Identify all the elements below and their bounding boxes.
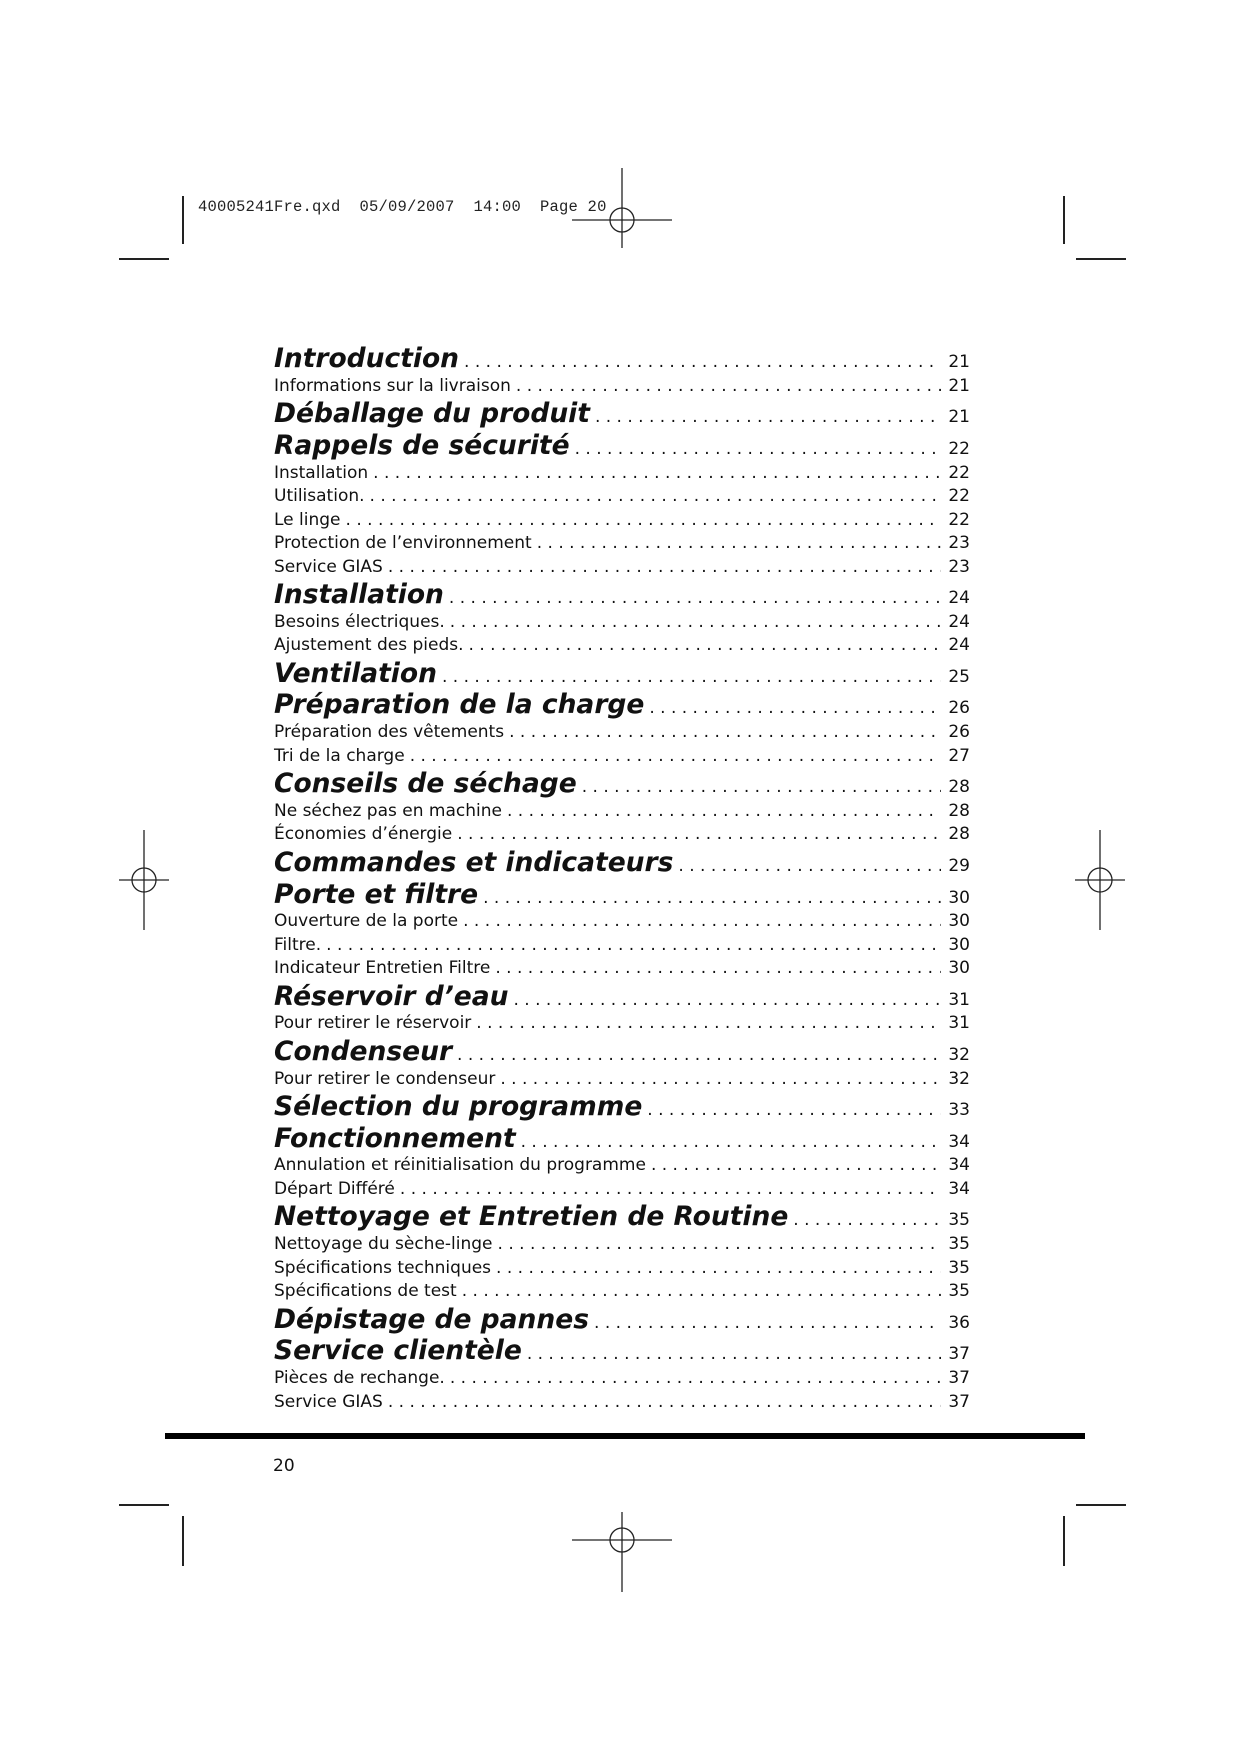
- toc-heading: [274, 1304, 970, 1336]
- toc-label: Pour retirer le condenseur: [274, 1068, 496, 1089]
- toc-subentry: [274, 556, 970, 580]
- toc-heading: [274, 398, 970, 430]
- toc-label: Économies d’énergie: [274, 824, 453, 845]
- dot-leader: [388, 556, 941, 580]
- toc-heading: [274, 430, 970, 462]
- toc-page-number: 21: [948, 375, 970, 396]
- toc-label: Départ Différé: [274, 1178, 395, 1199]
- toc-page-number: 28: [948, 800, 970, 821]
- toc-page-number: 25: [948, 666, 970, 687]
- dot-leader: [469, 634, 941, 658]
- toc-page-number: 37: [948, 1391, 970, 1412]
- toc-heading: [274, 1123, 970, 1155]
- toc-page-number: 24: [948, 588, 970, 609]
- dot-leader: [509, 721, 941, 745]
- dot-leader: [647, 1095, 941, 1127]
- toc-heading: [274, 689, 970, 721]
- toc-page-number: 23: [948, 556, 970, 577]
- toc-subentry: [274, 745, 970, 769]
- dot-leader: [346, 509, 941, 533]
- toc-page-number: 31: [948, 989, 970, 1010]
- toc-page-number: 28: [948, 777, 970, 798]
- dot-leader: [463, 910, 941, 934]
- dot-leader: [496, 1257, 941, 1281]
- toc-page-number: 34: [948, 1178, 970, 1199]
- dot-leader: [498, 1233, 941, 1257]
- toc-label: Commandes et indicateurs: [274, 846, 674, 878]
- dot-leader: [594, 1308, 941, 1340]
- registration-mark-left: [94, 830, 194, 930]
- dot-leader: [495, 957, 941, 981]
- toc-page-number: 35: [948, 1234, 970, 1255]
- toc-label: Conseils de séchage: [274, 768, 577, 800]
- toc-page-number: 30: [948, 934, 970, 955]
- toc-label: Installation: [274, 579, 444, 611]
- toc-label: Ouverture de la porte: [274, 911, 459, 932]
- toc-label: Fonctionnement: [274, 1122, 516, 1154]
- toc-page-number: 35: [948, 1257, 970, 1278]
- toc-subentry: [274, 462, 970, 486]
- toc-page-number: 33: [948, 1100, 970, 1121]
- registration-mark-bottom: [572, 1492, 672, 1592]
- toc-label: Service GIAS: [274, 1391, 383, 1412]
- toc-label: Introduction: [274, 343, 460, 374]
- toc-heading: [274, 658, 970, 690]
- toc-label: Pièces de rechange.: [274, 1368, 445, 1388]
- dot-leader: [388, 1391, 941, 1415]
- toc-label: Ne séchez pas en machine: [274, 800, 502, 821]
- toc-label: Spécifications techniques: [274, 1257, 492, 1278]
- toc-subentry: [274, 1233, 970, 1257]
- toc-label: Filtre.: [274, 934, 322, 955]
- toc-subentry: [274, 611, 970, 635]
- toc-page-number: 30: [948, 911, 970, 932]
- toc-subentry: [274, 634, 970, 658]
- page-number: 20: [273, 1456, 295, 1476]
- crop-mark-top-left-h: [119, 258, 169, 260]
- toc-heading: [274, 1091, 970, 1123]
- toc-subentry: [274, 532, 970, 556]
- toc-subentry: [274, 1367, 970, 1391]
- footer-rule: [165, 1433, 1085, 1439]
- dot-leader: [595, 402, 941, 434]
- toc-page-number: 22: [948, 509, 970, 530]
- toc-subentry: [274, 1012, 970, 1036]
- toc-page-number: 22: [948, 462, 970, 483]
- dot-leader: [516, 375, 941, 399]
- dot-leader: [678, 851, 941, 883]
- toc-label: Annulation et réinitialisation du programme: [274, 1155, 646, 1176]
- toc-page-number: 23: [948, 533, 970, 554]
- toc-page-number: 34: [948, 1155, 970, 1176]
- toc-subentry: [274, 823, 970, 847]
- toc-label: Nettoyage et Entretien de Routine: [274, 1201, 789, 1233]
- toc-label: Sélection du programme: [274, 1091, 643, 1123]
- dot-leader: [450, 611, 941, 635]
- crop-mark-bottom-right-h: [1076, 1504, 1126, 1506]
- toc-label: Service clientèle: [274, 1335, 522, 1367]
- toc-subentry: [274, 1280, 970, 1304]
- dot-leader: [476, 1012, 941, 1036]
- dot-leader: [450, 1367, 941, 1391]
- toc-label: Besoins électriques.: [274, 611, 445, 632]
- toc-page-number: 30: [948, 887, 970, 908]
- toc-heading: [274, 1201, 970, 1233]
- crop-mark-bottom-left-h: [119, 1504, 169, 1506]
- toc-label: Installation: [274, 462, 369, 483]
- dot-leader: [373, 462, 941, 486]
- toc-label: Le linge: [274, 509, 341, 530]
- toc-label: Déballage du produit: [274, 398, 590, 430]
- toc-subentry: [274, 1178, 970, 1202]
- dot-leader: [370, 485, 941, 509]
- toc-label: Préparation des vêtements: [274, 722, 505, 743]
- toc-subentry: [274, 1154, 970, 1178]
- toc-label: Indicateur Entretien Filtre: [274, 958, 491, 979]
- crop-mark-top-right-v: [1063, 196, 1065, 244]
- toc-label: Préparation de la charge: [274, 689, 645, 721]
- toc-heading: [274, 1036, 970, 1068]
- toc-heading: [274, 579, 970, 611]
- toc-label: Rappels de sécurité: [274, 429, 570, 461]
- toc-page-number: 35: [948, 1281, 970, 1302]
- registration-mark-top: [572, 168, 672, 268]
- toc-page-number: 32: [948, 1068, 970, 1089]
- table-of-contents: [274, 343, 970, 1414]
- toc-page-number: 32: [948, 1044, 970, 1065]
- toc-label: Réservoir d’eau: [274, 980, 509, 1012]
- toc-page-number: 30: [948, 958, 970, 979]
- toc-page-number: 36: [948, 1312, 970, 1333]
- dot-leader: [457, 823, 941, 847]
- toc-subentry: [274, 1068, 970, 1092]
- crop-mark-bottom-left-v: [182, 1516, 184, 1566]
- toc-label: Spécifications de test: [274, 1281, 457, 1302]
- toc-label: Informations sur la livraison: [274, 375, 511, 396]
- toc-subentry: [274, 485, 970, 509]
- dot-leader: [410, 745, 941, 769]
- toc-label: Utilisation.: [274, 486, 365, 507]
- dot-leader: [537, 532, 941, 556]
- toc-label: Service GIAS: [274, 556, 383, 577]
- toc-page-number: 35: [948, 1210, 970, 1231]
- toc-page-number: 31: [948, 1013, 970, 1034]
- toc-page-number: 21: [948, 407, 970, 428]
- toc-label: Nettoyage du sèche-linge: [274, 1234, 493, 1255]
- toc-heading: [274, 1335, 970, 1367]
- toc-subentry: [274, 957, 970, 981]
- toc-subentry: [274, 1391, 970, 1415]
- toc-heading: [274, 343, 970, 375]
- toc-label: Dépistage de pannes: [274, 1303, 590, 1335]
- toc-page-number: 29: [948, 855, 970, 876]
- crop-mark-top-right-h: [1076, 258, 1126, 260]
- toc-page-number: 21: [948, 352, 970, 372]
- toc-page-number: 37: [948, 1368, 970, 1388]
- toc-page-number: 27: [948, 745, 970, 766]
- toc-page-number: 22: [948, 486, 970, 507]
- toc-heading: [274, 981, 970, 1013]
- toc-heading: [274, 847, 970, 879]
- toc-subentry: [274, 509, 970, 533]
- toc-heading: [274, 768, 970, 800]
- toc-label: Ajustement des pieds.: [274, 635, 464, 656]
- toc-subentry: [274, 721, 970, 745]
- toc-label: Condenseur: [274, 1035, 453, 1067]
- dot-leader: [462, 1280, 941, 1304]
- toc-subentry: [274, 375, 970, 399]
- dot-leader: [500, 1068, 941, 1092]
- toc-page-number: 37: [948, 1344, 970, 1365]
- dot-leader: [651, 1154, 941, 1178]
- toc-subentry: [274, 1257, 970, 1281]
- dot-leader: [326, 934, 941, 958]
- toc-page-number: 24: [948, 635, 970, 656]
- toc-heading: [274, 879, 970, 911]
- toc-subentry: [274, 800, 970, 824]
- toc-subentry: [274, 910, 970, 934]
- toc-page-number: 24: [948, 611, 970, 632]
- toc-page-number: 26: [948, 698, 970, 719]
- toc-label: Protection de l’environnement: [274, 533, 532, 554]
- registration-mark-right: [1050, 830, 1150, 930]
- toc-page-number: 34: [948, 1131, 970, 1152]
- dot-leader: [507, 800, 941, 824]
- toc-page-number: 22: [948, 438, 970, 459]
- crop-mark-bottom-right-v: [1063, 1516, 1065, 1566]
- toc-label: Tri de la charge: [274, 745, 405, 766]
- print-slug: 40005241Fre.qxd 05/09/2007 14:00 Page 20: [198, 198, 607, 216]
- toc-page-number: 26: [948, 722, 970, 743]
- dot-leader: [400, 1178, 941, 1202]
- toc-page-number: 28: [948, 824, 970, 845]
- toc-label: Pour retirer le réservoir: [274, 1013, 472, 1034]
- toc-label: Porte et filtre: [274, 878, 479, 910]
- toc-subentry: [274, 934, 970, 958]
- crop-mark-top-left-v: [182, 196, 184, 244]
- toc-label: Ventilation: [274, 657, 437, 689]
